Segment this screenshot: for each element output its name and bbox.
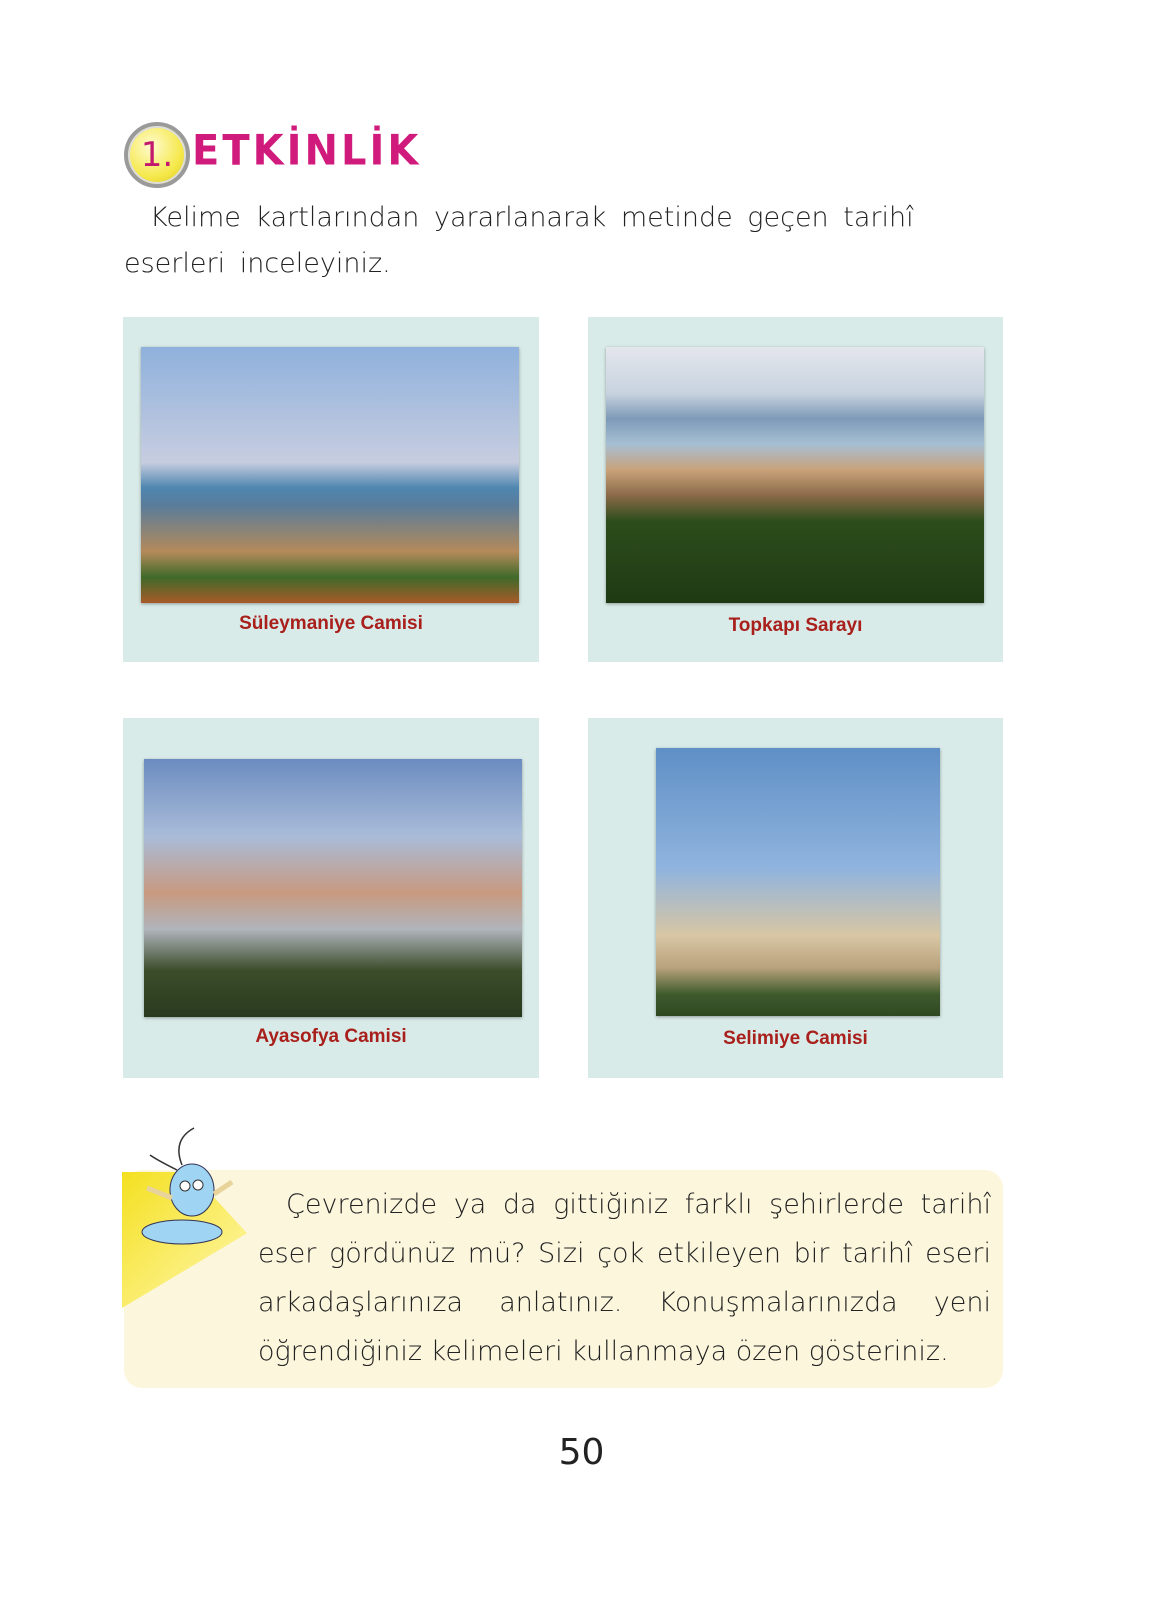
ayasofya-photo	[144, 759, 522, 1017]
card-selimiye	[588, 718, 1003, 1078]
card-topkapi	[588, 317, 1003, 662]
card-caption: Topkapı Sarayı	[728, 615, 863, 636]
activity-title: ETKİNLİK	[192, 126, 422, 176]
card-caption: Selimiye Camisi	[723, 1028, 868, 1049]
discussion-text: Çevrenizde ya da gittiğiniz farklı şehirlerde tarihî eser gördünüz mü? Sizi çok etkileyen bir tarihî eseri arkadaşlarınıza anlatınız. Konuşmalarınızda yeni öğrendiğiniz kelimeleri kullanmaya özen gösteriniz.	[258, 1189, 991, 1367]
suleymaniye-photo	[141, 347, 519, 603]
activity-number-badge	[124, 122, 190, 188]
card-caption: Süleymaniye Camisi	[239, 613, 423, 634]
topkapi-photo	[606, 347, 984, 603]
selimiye-photo	[656, 748, 940, 1016]
card-suleymaniye	[123, 317, 539, 662]
activity-number: 1.	[140, 135, 174, 175]
intro-text: Kelime kartlarından yararlanarak metinde geçen tarihî eserleri inceleyiniz.	[124, 202, 914, 279]
page-number: 50	[558, 1432, 605, 1473]
card-ayasofya	[123, 718, 539, 1078]
caterpillar-mascot-icon	[132, 1120, 242, 1255]
card-caption: Ayasofya Camisi	[255, 1026, 407, 1047]
